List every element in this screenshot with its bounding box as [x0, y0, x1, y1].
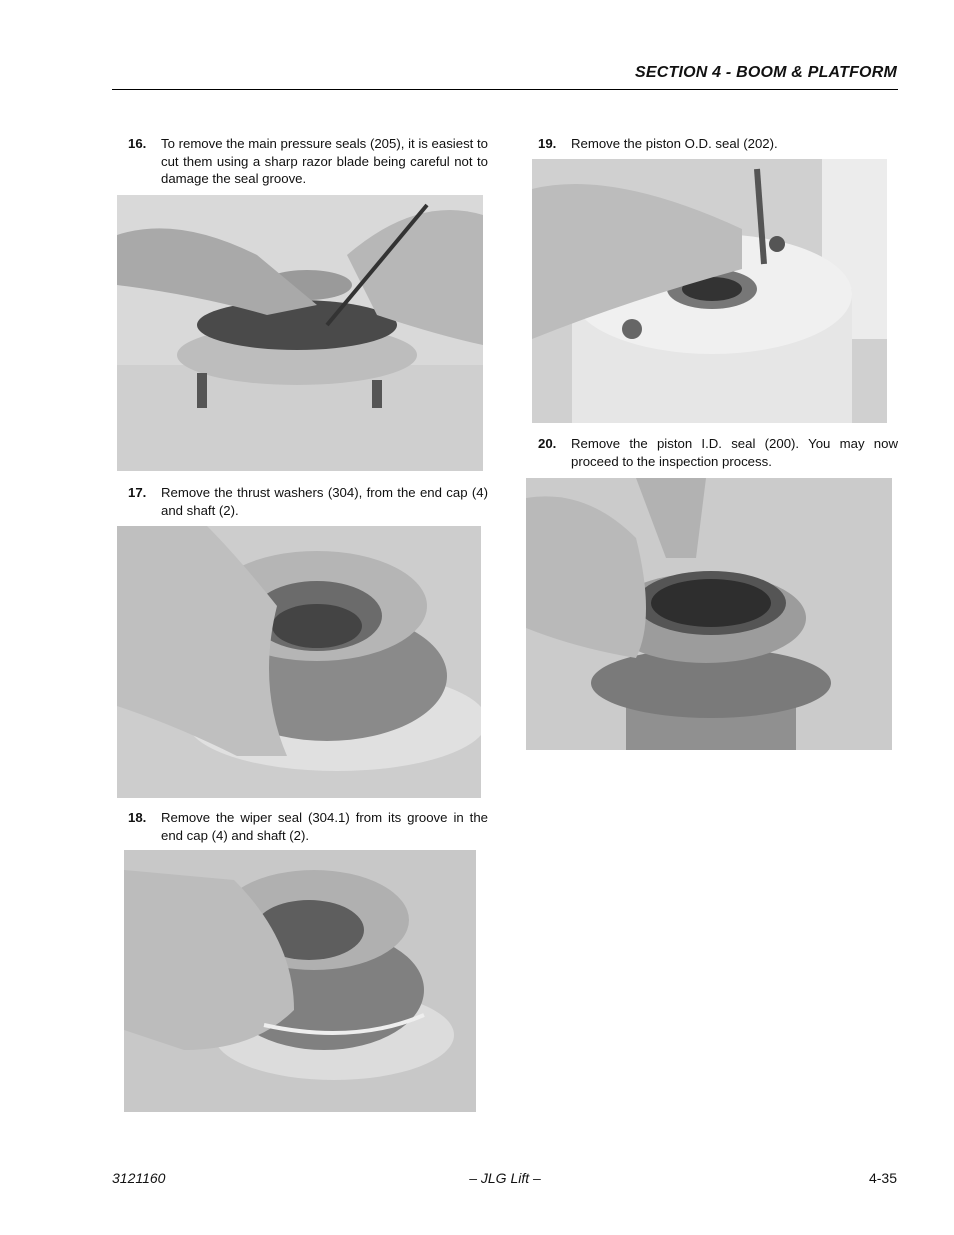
step-text: Remove the wiper seal (304.1) from its groove in the end cap (4) and shaft (2).: [161, 810, 488, 843]
step-text: To remove the main pressure seals (205), it is easiest to cut them using a sharp razor blade being careful not to damage the seal groove.: [161, 136, 488, 186]
step-20: [538, 435, 898, 470]
photo-piston-od-seal: [532, 159, 887, 423]
photo-cutting-pressure-seal: [117, 195, 483, 471]
step-17: [128, 484, 488, 519]
step-18: [128, 809, 488, 844]
step-number: 19.: [538, 136, 557, 151]
footer-doc-number: 3121160: [112, 1170, 166, 1186]
photo-thrust-washers: [117, 526, 481, 798]
header-divider: [112, 89, 898, 90]
step-19: [538, 135, 898, 153]
footer-page-number: 4-35: [868, 1170, 897, 1186]
footer-center: – JLG Lift –: [469, 1170, 541, 1186]
step-number: 16.: [128, 136, 147, 151]
step-16: [128, 135, 488, 188]
step-number: 17.: [128, 485, 147, 500]
step-text: Remove the piston O.D. seal (202).: [571, 136, 778, 151]
section-title: SECTION 4 - BOOM & PLATFORM: [635, 64, 897, 81]
photo-piston-id-seal: [526, 478, 892, 750]
step-text: Remove the piston I.D. seal (200). You may now proceed to the inspection process.: [571, 436, 898, 469]
step-text: Remove the thrust washers (304), from the end cap (4) and shaft (2).: [161, 485, 488, 518]
step-number: 20.: [538, 436, 557, 451]
step-number: 18.: [128, 810, 147, 825]
photo-wiper-seal: [124, 850, 476, 1112]
